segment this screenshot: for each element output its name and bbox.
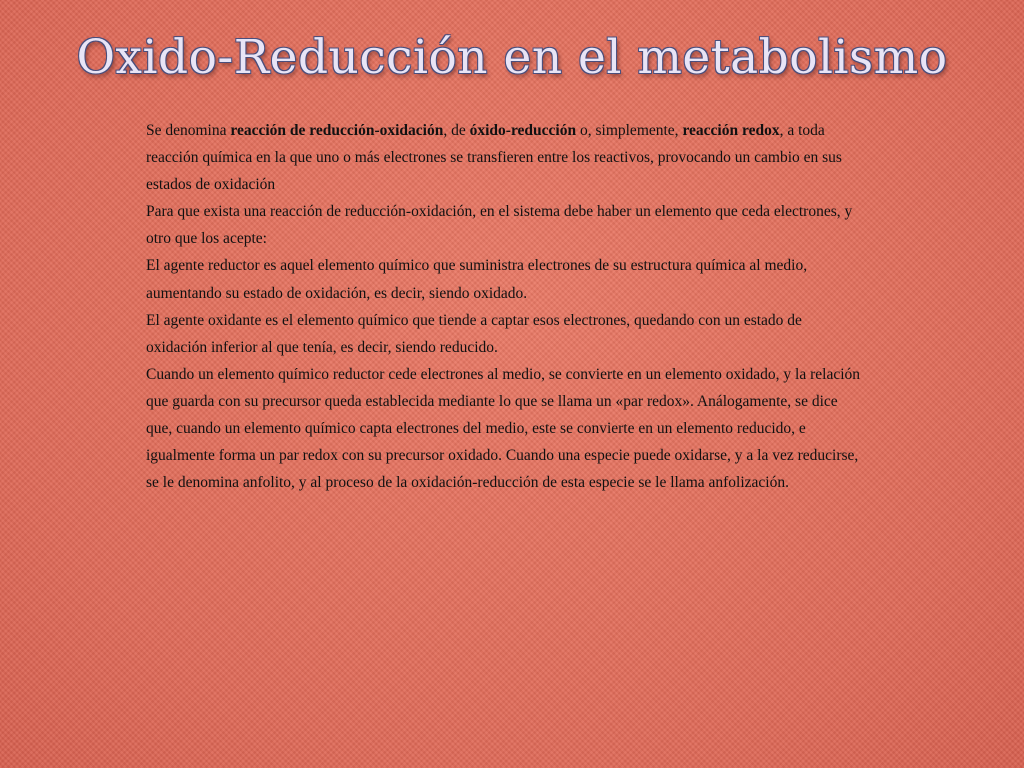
paragraph-condition: Para que exista una reacción de reducción-oxidación, en el sistema debe haber un elemento que ceda electrones, y otro que los acepte: [146,203,853,248]
term-redox-long: reacción de reducción-oxidación [230,122,444,139]
paragraph-redox-pair: Cuando un elemento químico reductor cede electrones al medio, se convierte en un elemento oxidado, y la relación que guarda con su precursor queda establecida mediante lo que se llama un «par redox». Análogamente, se dice que, cuando un elemento químico capta electrones del medio, este se convierte en un elemento reducido, e igualmente forma un par redox con su precursor oxidado. Cuando una especie puede oxidarse, y a la vez reducirse, se le denomina anfolito, y al proceso de la oxidación-reducción de esta especie se le llama anfolización. [146,365,861,492]
intro-paragraph [146,117,866,198]
intro-text-3: o, simplemente, [576,122,683,139]
paragraph-oxidizing-agent: El agente oxidante es el elemento químico que tiende a captar esos electrones, quedando con un estado de oxidación inferior al que tenía, es decir, siendo reducido. [146,311,802,356]
slide-title: Oxido-Reducción en el metabolismo [76,30,948,85]
intro-text-2: , de [443,122,470,139]
intro-text-1: Se denomina [146,122,231,139]
term-oxido-reduccion: óxido-reducción [469,122,577,139]
slide-body [146,117,866,496]
intro-text-4: , a toda reacción química en la que uno o más electrones se transfieren entre los reactivos, provocando un cambio en sus estados de oxidación [146,122,842,194]
paragraph-reducing-agent: El agente reductor es aquel elemento químico que suministra electrones de su estructura química al medio, aumentando su estado de oxidación, es decir, siendo oxidado. [146,257,808,302]
term-reaccion-redox: reacción redox [682,122,780,139]
